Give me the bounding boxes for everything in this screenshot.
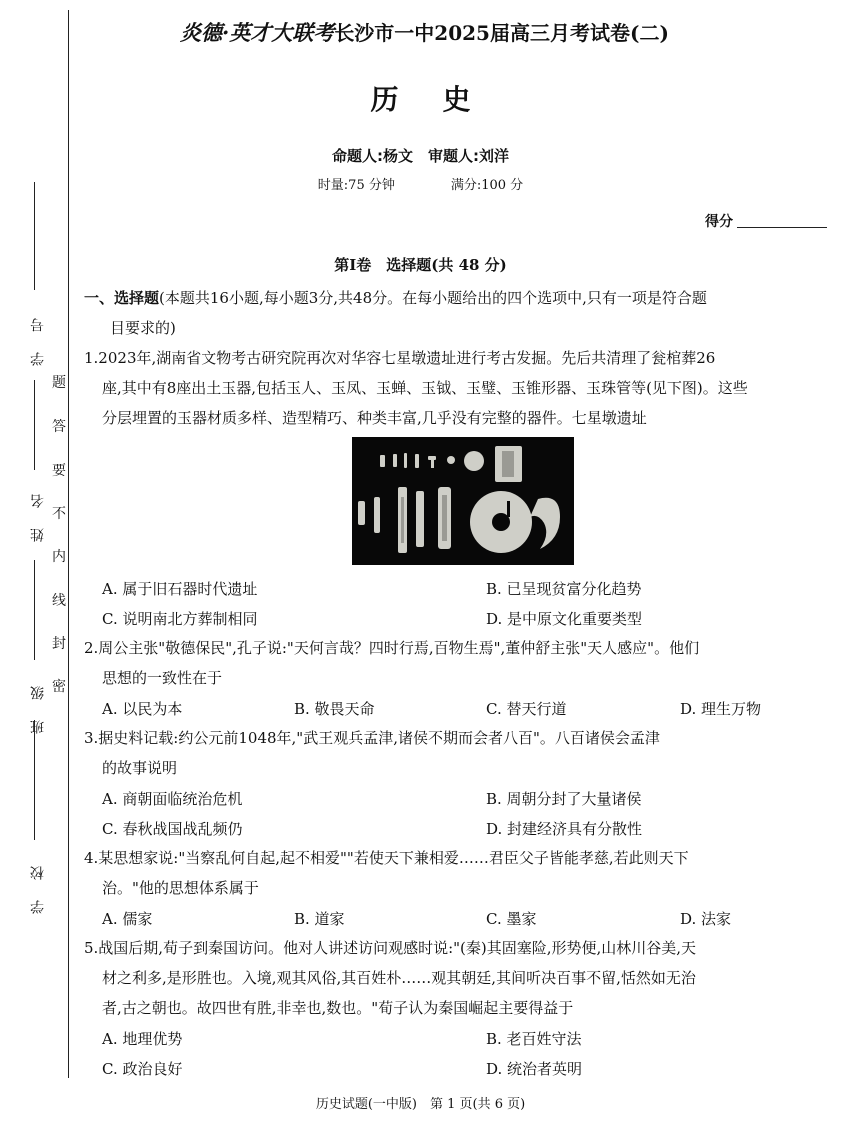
option-b[interactable]: B. 周朝分封了大量诸侯 [486, 790, 642, 808]
class-label: 班级 [30, 666, 46, 734]
option-c[interactable]: C. 替天行道 [486, 700, 567, 718]
page-footer: 历史试题(一中版) 第 1 页(共 6 页) [315, 1097, 526, 1112]
brand-name: 炎德·英才大联考 [180, 20, 335, 45]
binding-line [68, 10, 69, 1078]
student-id-label: 学号 [30, 298, 46, 366]
name-label: 姓名 [30, 474, 46, 542]
score-blank[interactable] [737, 227, 827, 228]
section-intro [84, 283, 707, 313]
exam-title: 长沙市一中2025届高三月考试卷(二) [334, 21, 669, 45]
score-label: 得分 [705, 214, 733, 230]
exam-header [180, 17, 669, 47]
question-line: 3.据史料记载:约公元前1048年,"武王观兵孟津,诸侯不期而会者八百"。八百诸侯会孟津 [84, 729, 660, 747]
option-a[interactable]: A. 儒家 [102, 910, 153, 928]
school-blank[interactable] [34, 720, 35, 840]
question-line: 思想的一致性在于 [102, 669, 223, 687]
seal-char: 密 [52, 679, 66, 695]
option-c[interactable]: C. 说明南北方葬制相同 [102, 610, 258, 628]
timing-line [0, 174, 841, 193]
jade-artifacts-illustration [352, 437, 574, 565]
option-a[interactable]: A. 商朝面临统治危机 [102, 790, 243, 808]
option-d[interactable]: D. 是中原文化重要类型 [486, 610, 643, 628]
seal-char: 答 [52, 419, 66, 435]
authors-line: 命题人:杨文 审题人:刘洋 [332, 147, 509, 165]
seal-char: 封 [52, 636, 66, 652]
full-score: 满分:100 分 [450, 178, 524, 193]
question-line: 治。"他的思想体系属于 [102, 879, 259, 897]
seal-char: 要 [52, 463, 66, 479]
option-b[interactable]: B. 已呈现贫富分化趋势 [486, 580, 642, 598]
option-b[interactable]: B. 道家 [294, 910, 345, 928]
option-d[interactable]: D. 封建经济具有分散性 [486, 820, 643, 838]
question-line: 4.某思想家说:"当察乱何自起,起不相爱""若使天下兼相爱……君臣父子皆能孝慈,若此则天下 [84, 849, 689, 867]
seal-char: 线 [52, 593, 66, 609]
option-c[interactable]: C. 春秋战国战乱频仍 [102, 820, 243, 838]
question-line: 1.2023年,湖南省文物考古研究院再次对华容七星墩遗址进行考古发掘。先后共清理了瓮棺葬26 [84, 349, 716, 367]
question-line: 材之利多,是形胜也。入境,观其风俗,其百姓朴……观其朝廷,其间听决百事不留,恬然如无治 [102, 969, 696, 987]
option-c[interactable]: C. 墨家 [486, 910, 537, 928]
score-box [705, 211, 827, 231]
option-d[interactable]: D. 统治者英明 [486, 1060, 583, 1078]
seal-char: 不 [52, 506, 66, 522]
option-a[interactable]: A. 以民为本 [102, 700, 183, 718]
name-blank[interactable] [34, 380, 35, 470]
option-c[interactable]: C. 政治良好 [102, 1060, 183, 1078]
option-b[interactable]: B. 敬畏天命 [294, 700, 375, 718]
option-d[interactable]: D. 理生万物 [680, 700, 762, 718]
subject-title: 历史 [370, 83, 515, 116]
question-line: 5.战国后期,荀子到秦国访问。他对人讲述访问观感时说:"(秦)其固塞险,形势便,山林川谷美,天 [84, 939, 697, 957]
option-a[interactable]: A. 属于旧石器时代遗址 [102, 580, 258, 598]
question-line: 2.周公主张"敬德保民",孔子说:"天何言哉？四时行焉,百物生焉",董仲舒主张"天人感应"。他们 [84, 639, 700, 657]
school-label: 学校 [30, 846, 46, 914]
section-instructions: (本题共16小题,每小题3分,共48分。在每小题给出的四个选项中,只有一项是符合题 [159, 289, 707, 307]
seal-char: 题 [52, 375, 66, 391]
time-limit: 时量:75 分钟 [317, 178, 395, 193]
part-title: 第Ⅰ卷 选择题(共 48 分) [334, 256, 507, 274]
option-d[interactable]: D. 法家 [680, 910, 732, 928]
question-line: 分层埋置的玉器材质多样、造型精巧、种类丰富,几乎没有完整的器件。七星墩遗址 [102, 409, 647, 427]
section-head: 一、选择题 [84, 289, 160, 307]
question-line: 的故事说明 [102, 759, 178, 777]
question-line: 者,古之朝也。故四世有胜,非幸也,数也。"荀子认为秦国崛起主要得益于 [102, 999, 574, 1017]
question-line: 座,其中有8座出土玉器,包括玉人、玉凤、玉蝉、玉钺、玉璧、玉锥形器、玉珠管等(见下图)。这些 [102, 379, 748, 397]
option-b[interactable]: B. 老百姓守法 [486, 1030, 582, 1048]
jade-artifacts-photo [352, 437, 574, 565]
section-instructions-cont: 目要求的) [110, 319, 176, 337]
seal-char: 内 [52, 549, 66, 565]
option-a[interactable]: A. 地理优势 [102, 1030, 183, 1048]
class-blank[interactable] [34, 560, 35, 660]
